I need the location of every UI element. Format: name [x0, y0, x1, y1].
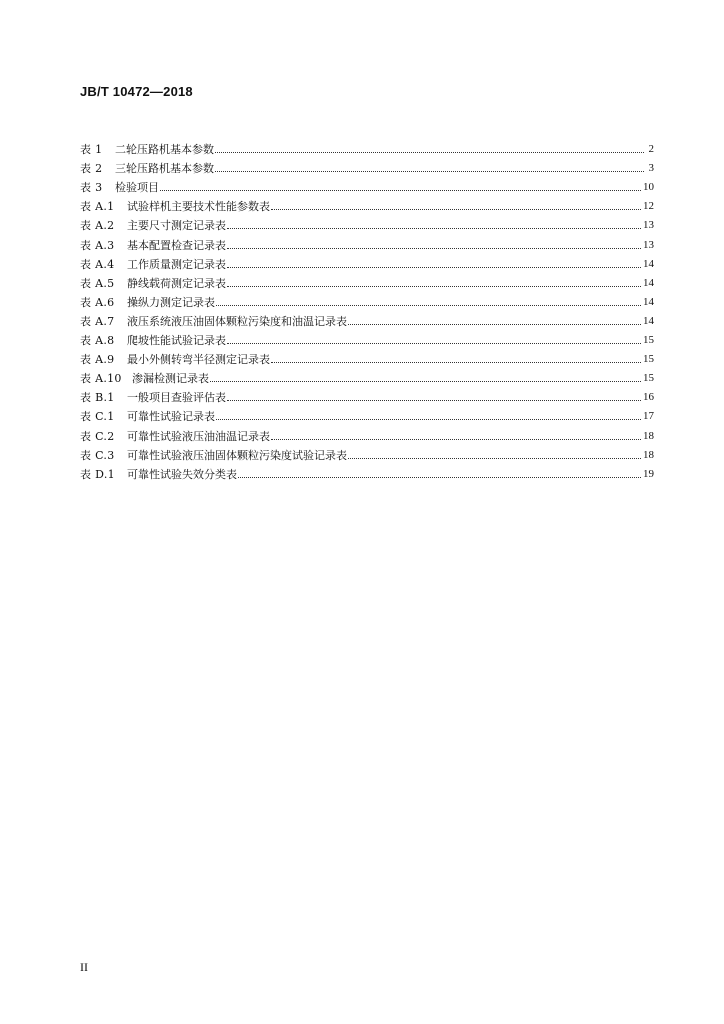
toc-entry-label: 表 A.3	[80, 238, 115, 252]
toc-entry[interactable]	[80, 423, 654, 442]
toc-entry-page: 18	[643, 448, 654, 461]
toc-entry-label: 表 B.1	[80, 391, 115, 405]
toc-entry-title: 可靠性试验液压油油温记录表	[127, 429, 270, 443]
dot-leader	[227, 222, 641, 229]
dot-leader	[215, 146, 644, 153]
dot-leader	[271, 356, 641, 363]
toc-entry-title: 爬坡性能试验记录表	[127, 334, 226, 348]
toc-entry-title: 试验样机主要技术性能参数表	[127, 200, 270, 214]
dot-leader	[348, 452, 641, 459]
toc-entry[interactable]	[80, 175, 654, 194]
toc-entry-label: 表 C.1	[80, 410, 115, 424]
toc-entry-title: 最小外侧转弯半径测定记录表	[127, 353, 270, 367]
toc-entry-page: 2	[648, 143, 654, 156]
toc-entry-title: 可靠性试验液压油固体颗粒污染度试验记录表	[127, 448, 347, 462]
toc-entry[interactable]	[80, 347, 654, 366]
dot-leader	[160, 184, 641, 191]
toc-entry-page: 3	[648, 162, 654, 175]
toc-entry-title: 三轮压路机基本参数	[115, 162, 214, 176]
toc-entry-page: 13	[643, 219, 654, 232]
dot-leader	[227, 261, 641, 268]
toc-entry-page: 19	[643, 467, 654, 480]
toc-entry[interactable]	[80, 309, 654, 328]
dot-leader	[271, 433, 641, 440]
toc-entry-label: 表 2	[80, 162, 103, 176]
toc-entry[interactable]	[80, 137, 654, 156]
toc-entry-page: 14	[643, 295, 654, 308]
dot-leader	[271, 203, 641, 210]
dot-leader	[227, 242, 641, 249]
dot-leader	[238, 471, 641, 478]
toc-entry-label: 表 A.6	[80, 295, 115, 309]
dot-leader	[348, 318, 641, 325]
toc-entry-title: 液压系统液压油固体颗粒污染度和油温记录表	[127, 314, 347, 328]
toc-entry[interactable]	[80, 156, 654, 175]
toc-entry[interactable]	[80, 328, 654, 347]
toc-entry-page: 18	[643, 429, 654, 442]
dot-leader	[216, 299, 641, 306]
toc-entry-label: 表 3	[80, 181, 103, 195]
toc-entry-label: 表 A.9	[80, 353, 115, 367]
toc-entry-label: 表 A.8	[80, 334, 115, 348]
toc-entry-page: 15	[643, 372, 654, 385]
toc-entry[interactable]	[80, 213, 654, 232]
toc-entry-page: 15	[643, 334, 654, 347]
toc-entry-label: 表 C.3	[80, 448, 115, 462]
table-of-tables	[80, 137, 654, 481]
dot-leader	[227, 280, 641, 287]
toc-entry-title: 渗漏检测记录表	[132, 372, 209, 386]
dot-leader	[227, 337, 641, 344]
toc-entry-page: 14	[643, 314, 654, 327]
toc-entry-page: 14	[643, 257, 654, 270]
toc-entry-label: 表 A.2	[80, 219, 115, 233]
toc-entry-page: 17	[643, 410, 654, 423]
toc-entry-title: 一般项目查验评估表	[127, 391, 226, 405]
toc-entry[interactable]	[80, 194, 654, 213]
toc-entry-title: 可靠性试验记录表	[127, 410, 215, 424]
toc-entry[interactable]	[80, 366, 654, 385]
page-number: II	[80, 960, 88, 974]
toc-entry-title: 检验项目	[115, 181, 159, 195]
toc-entry[interactable]	[80, 462, 654, 481]
toc-entry[interactable]	[80, 271, 654, 290]
toc-entry-title: 操纵力测定记录表	[127, 295, 215, 309]
toc-entry-page: 15	[643, 353, 654, 366]
toc-entry-page: 10	[643, 181, 654, 194]
toc-entry-label: 表 A.1	[80, 200, 115, 214]
toc-entry-label: 表 A.4	[80, 257, 115, 271]
toc-entry[interactable]	[80, 443, 654, 462]
toc-entry[interactable]	[80, 252, 654, 271]
toc-entry-label: 表 D.1	[80, 467, 115, 481]
dot-leader	[215, 165, 644, 172]
toc-entry[interactable]	[80, 385, 654, 404]
toc-entry-page: 16	[643, 391, 654, 404]
toc-entry-title: 静线载荷测定记录表	[127, 276, 226, 290]
toc-entry-page: 13	[643, 238, 654, 251]
toc-entry-title: 二轮压路机基本参数	[115, 143, 214, 157]
toc-entry-title: 工作质量测定记录表	[127, 257, 226, 271]
toc-entry-page: 12	[643, 200, 654, 213]
toc-entry-title: 基本配置检查记录表	[127, 238, 226, 252]
toc-entry[interactable]	[80, 232, 654, 251]
toc-entry-label: 表 A.7	[80, 314, 115, 328]
document-id: JB/T 10472—2018	[80, 84, 193, 99]
toc-entry-label: 表 1	[80, 143, 103, 157]
toc-entry[interactable]	[80, 290, 654, 309]
dot-leader	[216, 413, 641, 420]
toc-entry-page: 14	[643, 276, 654, 289]
toc-entry-label: 表 C.2	[80, 429, 115, 443]
toc-entry-title: 主要尺寸测定记录表	[127, 219, 226, 233]
toc-entry-label: 表 A.5	[80, 276, 115, 290]
toc-entry[interactable]	[80, 404, 654, 423]
dot-leader	[210, 375, 641, 382]
dot-leader	[227, 394, 641, 401]
toc-entry-label: 表 A.10	[80, 372, 122, 386]
toc-entry-title: 可靠性试验失效分类表	[127, 467, 237, 481]
